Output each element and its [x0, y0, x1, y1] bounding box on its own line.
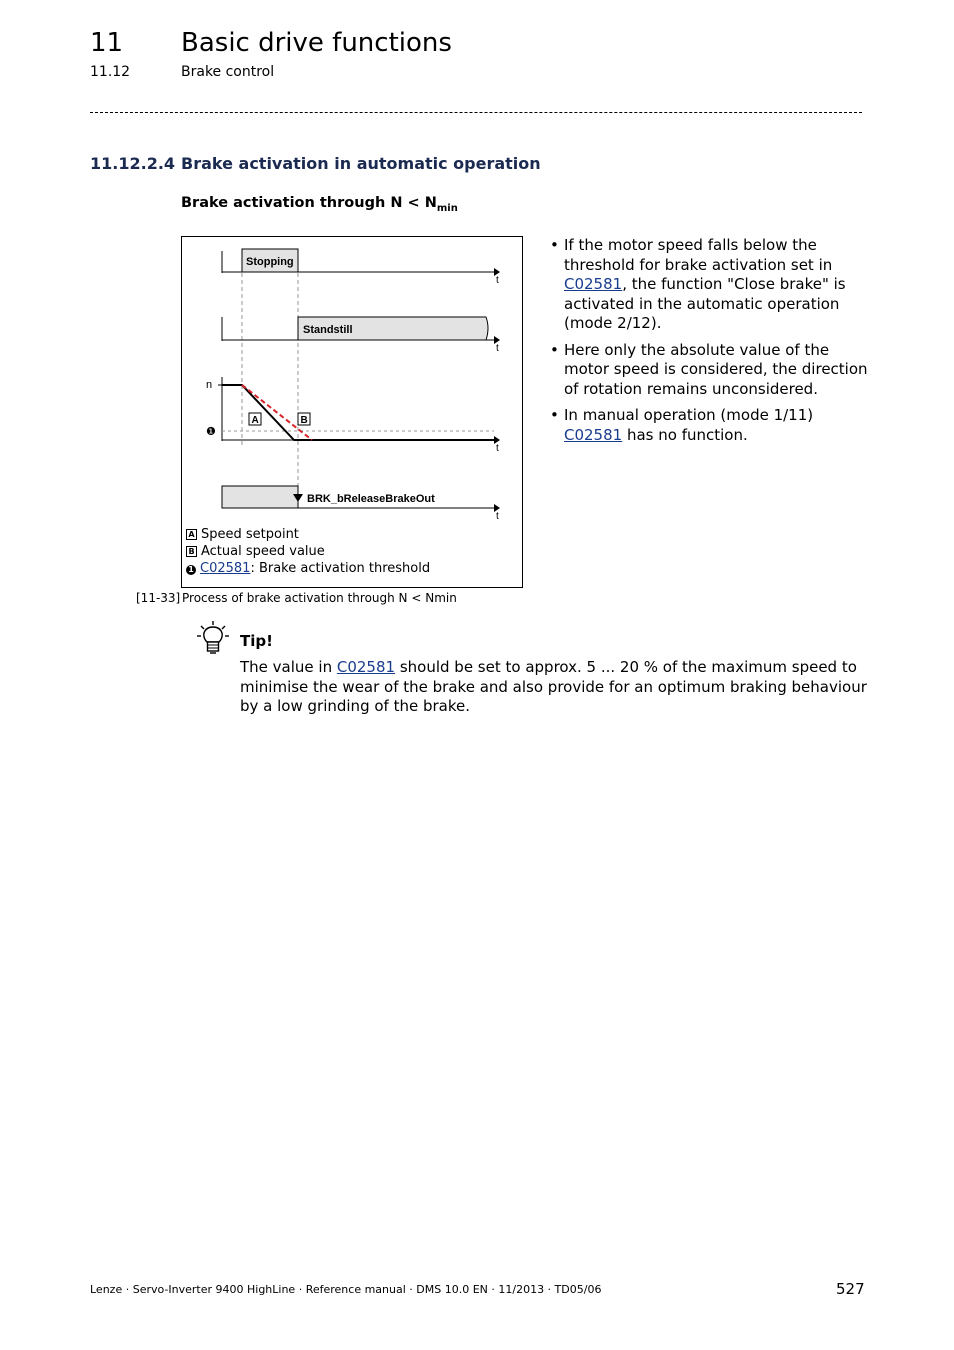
tip-post: should be set to approx. 5 ... 20 % of the maximum speed to minimise the wear of the brake and also provide for an optimum braking behaviour by a low grinding of the brake.: [240, 658, 867, 715]
bullet-1-pre: If the motor speed falls below the threshold for brake activation set in: [564, 236, 833, 274]
section-number: 11.12.2.4: [90, 154, 176, 173]
tip-pre: The value in: [240, 658, 337, 676]
tip-title: Tip!: [240, 632, 273, 650]
t-label-4: t: [496, 511, 499, 522]
legend-threshold-text: : Brake activation threshold: [250, 561, 431, 576]
subheading-subscript: min: [436, 202, 458, 214]
lightbulb-icon: [196, 620, 230, 656]
brake-out-signal-box: [222, 486, 298, 508]
brake-out-label: BRK_bReleaseBrakeOut: [307, 493, 435, 505]
speed-setpoint-curve: [222, 385, 494, 440]
legend-a-key: A: [186, 529, 197, 540]
footer-document-info: Lenze · Servo-Inverter 9400 HighLine · Reference manual · DMS 10.0 EN · 11/2013 · TD05/06: [90, 1283, 602, 1296]
section-title: Brake activation in automatic operation: [181, 154, 541, 173]
bullet-item: [548, 236, 868, 334]
subchapter-title: Brake control: [181, 64, 275, 80]
marker-b-label: B: [300, 415, 308, 426]
standstill-label: Standstill: [303, 324, 353, 336]
legend-c02581-link[interactable]: C02581: [200, 561, 251, 576]
t-label-1: t: [496, 275, 499, 286]
tip-c02581-link[interactable]: C02581: [336, 658, 396, 676]
page-number: 527: [836, 1280, 865, 1298]
bullet-item: [548, 406, 868, 445]
bullet-dot: •: [550, 340, 559, 359]
caption-number: [11-33]: [136, 591, 181, 605]
marker-a-label: A: [251, 415, 259, 426]
chapter-number: 11: [90, 28, 124, 58]
legend-actual-speed: [186, 543, 325, 560]
legend-threshold-dot: 1: [186, 565, 196, 575]
n-label: n: [206, 379, 213, 391]
legend-b-text: Actual speed value: [201, 544, 325, 559]
bullet-3-post: has no function.: [622, 425, 748, 444]
bullet-dot: •: [550, 236, 559, 254]
caption-text: Process of brake activation through N < Nmin: [182, 591, 457, 605]
legend-threshold: [186, 560, 430, 577]
bullet-list: [548, 236, 868, 452]
bullet-3-pre: In manual operation (mode 1/11): [564, 406, 814, 424]
figure-caption: [136, 590, 457, 606]
chapter-title: Basic drive functions: [181, 28, 452, 58]
subheading: [181, 193, 458, 219]
t-label-2: t: [496, 343, 499, 354]
t-label-3: t: [496, 443, 499, 454]
header-divider: [90, 112, 862, 113]
bullet-1-post: , the function "Close brake" is activated in the automatic operation (mode 2/12).: [564, 275, 846, 332]
brake-activation-diagram: [181, 236, 523, 588]
threshold-marker: ❶: [206, 425, 216, 438]
bullet-dot: •: [550, 406, 559, 424]
subheading-text: Brake activation through N < N: [181, 195, 437, 211]
stopping-label: Stopping: [246, 256, 294, 268]
bullet-3-c02581-link[interactable]: C02581: [564, 425, 623, 444]
bullet-item: [548, 341, 868, 400]
legend-a-text: Speed setpoint: [201, 527, 299, 542]
legend-speed-setpoint: [186, 526, 299, 543]
legend-b-key: B: [186, 546, 197, 557]
tip-body: [240, 658, 870, 717]
subchapter-number: 11.12: [90, 64, 131, 80]
bullet-2-text: Here only the absolute value of the motor speed is considered, the direction of rotation remains unconsidered.: [564, 340, 868, 398]
bullet-1-c02581-link[interactable]: C02581: [564, 275, 623, 293]
